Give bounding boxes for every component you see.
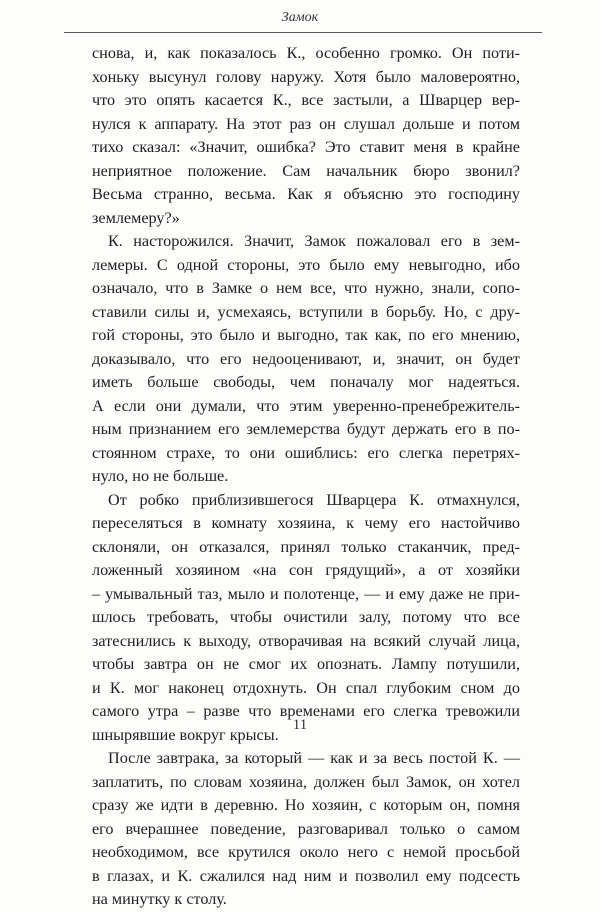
text-line: заплатить, по словам хозяина, должен был Замок, он хотел bbox=[92, 772, 520, 791]
text-line: доказывало, что его недооценивают, и, значит, он будет bbox=[92, 349, 520, 368]
text-line: стоянном страхе, то они ошиблись: его слегка перетрях- bbox=[92, 443, 520, 462]
header-rule bbox=[64, 32, 542, 33]
text-line: шнырявшие вокруг крысы. bbox=[92, 725, 279, 744]
text-line: его вчерашнее поведение, разговаривал только о самом bbox=[92, 819, 520, 838]
text-line: снова, и, как показалось К., особенно громко. Он поти- bbox=[92, 44, 520, 62]
text-line: землемеру?» bbox=[92, 208, 180, 227]
text-line: самого утра – разве что временами его слегка тревожили bbox=[92, 702, 520, 720]
text-line: необходимом, все крутился около него с немой просьбой bbox=[92, 843, 520, 861]
text-line: ложенный хозяином «на сон грядущий», а от хозяйки bbox=[92, 561, 520, 579]
text-line: что это опять касается К., все застыли, а Шварцер вер- bbox=[92, 91, 520, 109]
text-line: тихо сказал: «Значит, ошибка? Это ставит меня в крайне bbox=[92, 138, 520, 156]
text-line: означало, что в Замке о нем все, что нужно, знали, сопо- bbox=[92, 279, 520, 297]
text-line: ным признанием его землемерства будут держать его в по- bbox=[92, 420, 520, 438]
text-line: склоняли, он отказался, принял только стаканчик, пред- bbox=[92, 537, 520, 556]
text-line: нулся к аппарату. На этот раз он слушал дольше и потом bbox=[92, 114, 520, 133]
text-line: неприятное положение. Сам начальник бюро звонил? bbox=[92, 161, 520, 180]
text-line: ставили силы и, усмехаясь, вступили в борьбу. Но, с дру- bbox=[92, 302, 520, 321]
text-line: переселяться в комнату хозяина, к чему его настойчиво bbox=[92, 514, 520, 532]
text-line: и К. мог наконец отдохнуть. Он спал глубоким сном до bbox=[92, 678, 520, 697]
text-line: – умывальный таз, мыло и полотенце, — и ему даже не при- bbox=[92, 584, 520, 603]
text-line: Весьма странно, весьма. Как я объясню это господину bbox=[92, 185, 520, 203]
running-title: Замок bbox=[281, 10, 319, 25]
text-line: на минутку к столу. bbox=[92, 890, 227, 908]
text-line: шлось требовать, чтобы очистили залу, потому что все bbox=[92, 608, 520, 626]
text-line: сразу же идти в деревню. Но хозяин, с которым он, помня bbox=[92, 796, 520, 814]
text-line: чтобы завтра он не смог их опознать. Лампу потушили, bbox=[92, 655, 520, 673]
text-line: лемеры. С одной стороны, это было ему невыгодно, ибо bbox=[92, 255, 520, 274]
text-line: хоньку высунул голову наружу. Хотя было маловероятно, bbox=[92, 67, 520, 86]
text-line: иметь больше свободы, чем поначалу мог надеяться. bbox=[92, 373, 520, 391]
body-text bbox=[92, 42, 520, 912]
text-line: нуло, но не больше. bbox=[92, 467, 229, 485]
page-number: 11 bbox=[292, 717, 308, 733]
text-line: От робко приблизившегося Шварцера К. отмахнулся, bbox=[108, 490, 520, 509]
text-line: в глазах, и К. сжалился над ним и позволил ему подсесть bbox=[92, 866, 520, 885]
text-line: К. насторожился. Значит, Замок пожаловал его в зем- bbox=[108, 232, 520, 250]
text-line: После завтрака, за который — как и за весь постой К. — bbox=[108, 749, 520, 767]
text-line: затеснились к выходу, отворачивая на всякий случай лица, bbox=[92, 631, 520, 650]
text-line: гой стороны, это было и выгодно, так как, по его мнению, bbox=[92, 326, 520, 344]
text-line: А если они думали, что этим уверенно-пренебрежитель- bbox=[92, 396, 520, 415]
